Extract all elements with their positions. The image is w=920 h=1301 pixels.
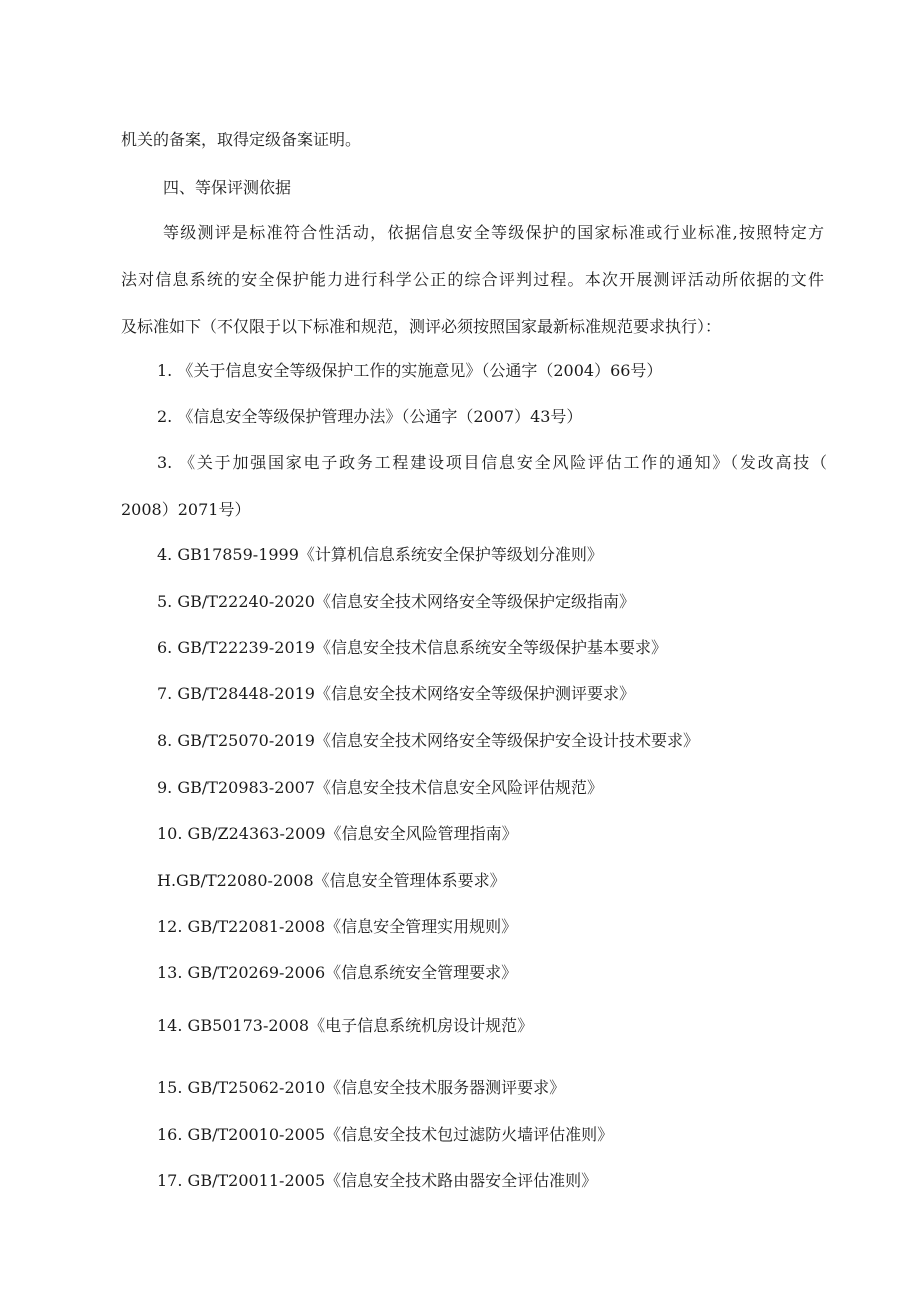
- intro-paragraph-line: 及标准如下（不仅限于以下标准和规范，测评必须按照国家最新标准规范要求执行）：: [121, 317, 722, 336]
- reference-item: 9. GB/T20983-2007《信息安全技术信息安全风险评估规范》: [157, 778, 603, 797]
- reference-item: 12. GB/T22081-2008《信息安全管理实用规则》: [157, 917, 518, 936]
- reference-item: 8. GB/T25070-2019《信息安全技术网络安全等级保护安全设计技术要求》: [157, 731, 699, 750]
- reference-item: 13. GB/T20269-2006《信息系统安全管理要求》: [157, 963, 518, 982]
- reference-item: H.GB/T22080-2008《信息安全管理体系要求》: [157, 871, 506, 890]
- continuation-line: 机关的备案，取得定级备案证明。: [121, 130, 362, 149]
- reference-item: 3. 《关于加强国家电子政务工程建设项目信息安全风险评估工作的通知》（发改高技（: [157, 453, 827, 472]
- reference-item: 10. GB/Z24363-2009《信息安全风险管理指南》: [157, 824, 518, 843]
- reference-item: 2. 《信息安全等级保护管理办法》（公通字（2007）43号）: [157, 407, 583, 426]
- reference-item: 1. 《关于信息安全等级保护工作的实施意见》（公通字（2004）66号）: [157, 361, 663, 380]
- reference-item-continuation: 2008）2071号）: [121, 500, 251, 519]
- reference-item: 15. GB/T25062-2010《信息安全技术服务器测评要求》: [157, 1078, 566, 1097]
- intro-paragraph-line: 等级测评是标准符合性活动，依据信息安全等级保护的国家标准或行业标准,按照特定方: [163, 223, 824, 242]
- reference-item: 14. GB50173-2008《电子信息系统机房设计规范》: [157, 1016, 534, 1035]
- reference-item: 4. GB17859-1999《计算机信息系统安全保护等级划分准则》: [157, 545, 603, 564]
- reference-item: 17. GB/T20011-2005《信息安全技术路由器安全评估准则》: [157, 1171, 598, 1190]
- reference-item: 6. GB/T22239-2019《信息安全技术信息系统安全等级保护基本要求》: [157, 638, 667, 657]
- reference-item: 5. GB/T22240-2020《信息安全技术网络安全等级保护定级指南》: [157, 592, 635, 611]
- section-heading: 四、等保评测依据: [163, 178, 292, 197]
- reference-item: 7. GB/T28448-2019《信息安全技术网络安全等级保护测评要求》: [157, 684, 635, 703]
- intro-paragraph-line: 法对信息系统的安全保护能力进行科学公正的综合评判过程。本次开展测评活动所依据的文件: [121, 270, 824, 289]
- reference-item: 16. GB/T20010-2005《信息安全技术包过滤防火墙评估准则》: [157, 1125, 614, 1144]
